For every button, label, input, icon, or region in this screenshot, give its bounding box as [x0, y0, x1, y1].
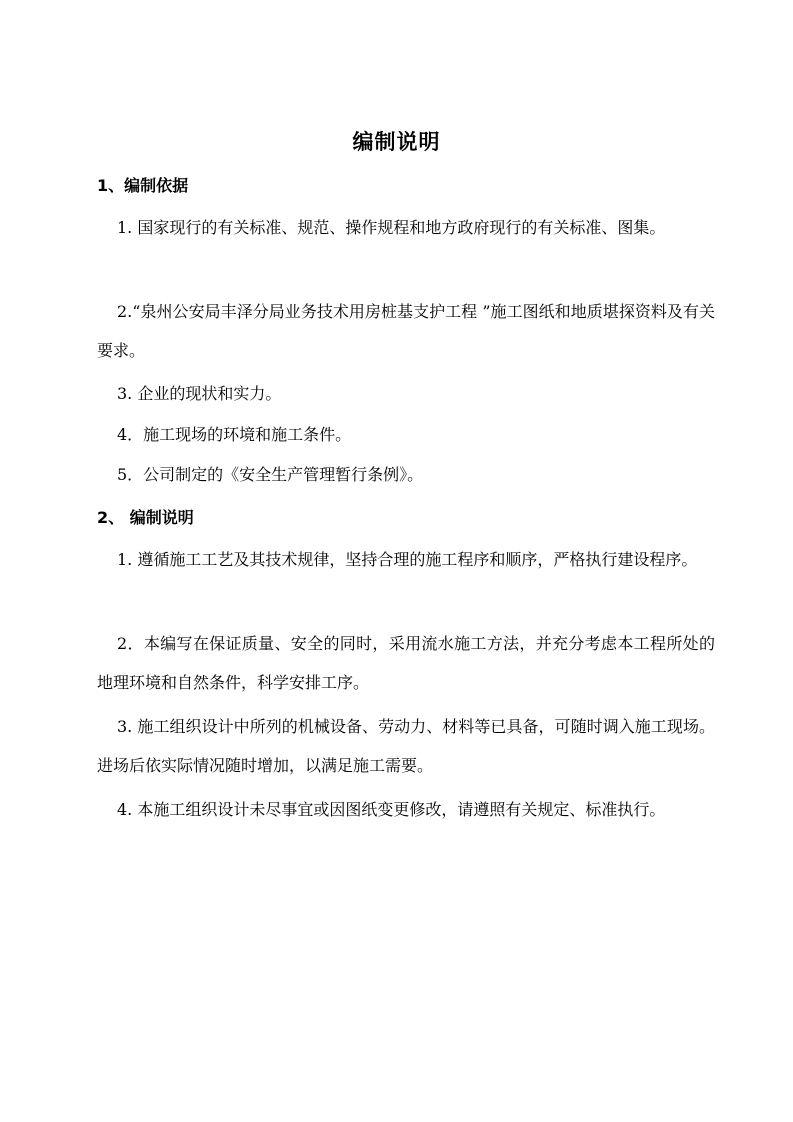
basis-paragraph-5: 5．公司制定的《安全生产管理暂行条例》。: [117, 465, 424, 484]
explanation-paragraph-3: 3. 施工组织设计中所列的机械设备、劳动力、材料等已具备，可随时调入施工现场。进场后依实际情况随时增加，以满足施工需要。: [97, 717, 715, 775]
section-heading-basis: 1、编制依据: [97, 176, 189, 195]
section-heading-explanation: 2、 编制说明: [97, 508, 194, 527]
explanation-paragraph-2: 2．本编写在保证质量、安全的同时，采用流水施工方法，并充分考虑本工程所处的地理环境和自然条件，科学安排工序。: [97, 634, 715, 692]
basis-paragraph-4: 4．施工现场的环境和施工条件。: [117, 425, 352, 444]
explanation-paragraph-1: 1. 遵循施工工艺及其技术规律，坚持合理的施工程序和顺序，严格执行建设程序。: [117, 550, 698, 569]
basis-paragraph-3: 3. 企业的现状和实力。: [117, 384, 282, 403]
document-title: 编制说明: [352, 130, 441, 154]
explanation-paragraph-4: 4. 本施工组织设计未尽事宜或因图纸变更修改，请遵照有关规定、标准执行。: [117, 800, 666, 819]
basis-paragraph-2: 2.“泉州公安局丰泽分局业务技术用房桩基支护工程 ”施工图纸和地质堪探资料及有关要求。: [97, 302, 715, 360]
basis-paragraph-1: 1. 国家现行的有关标准、规范、操作规程和地方政府现行的有关标准、图集。: [117, 218, 666, 237]
